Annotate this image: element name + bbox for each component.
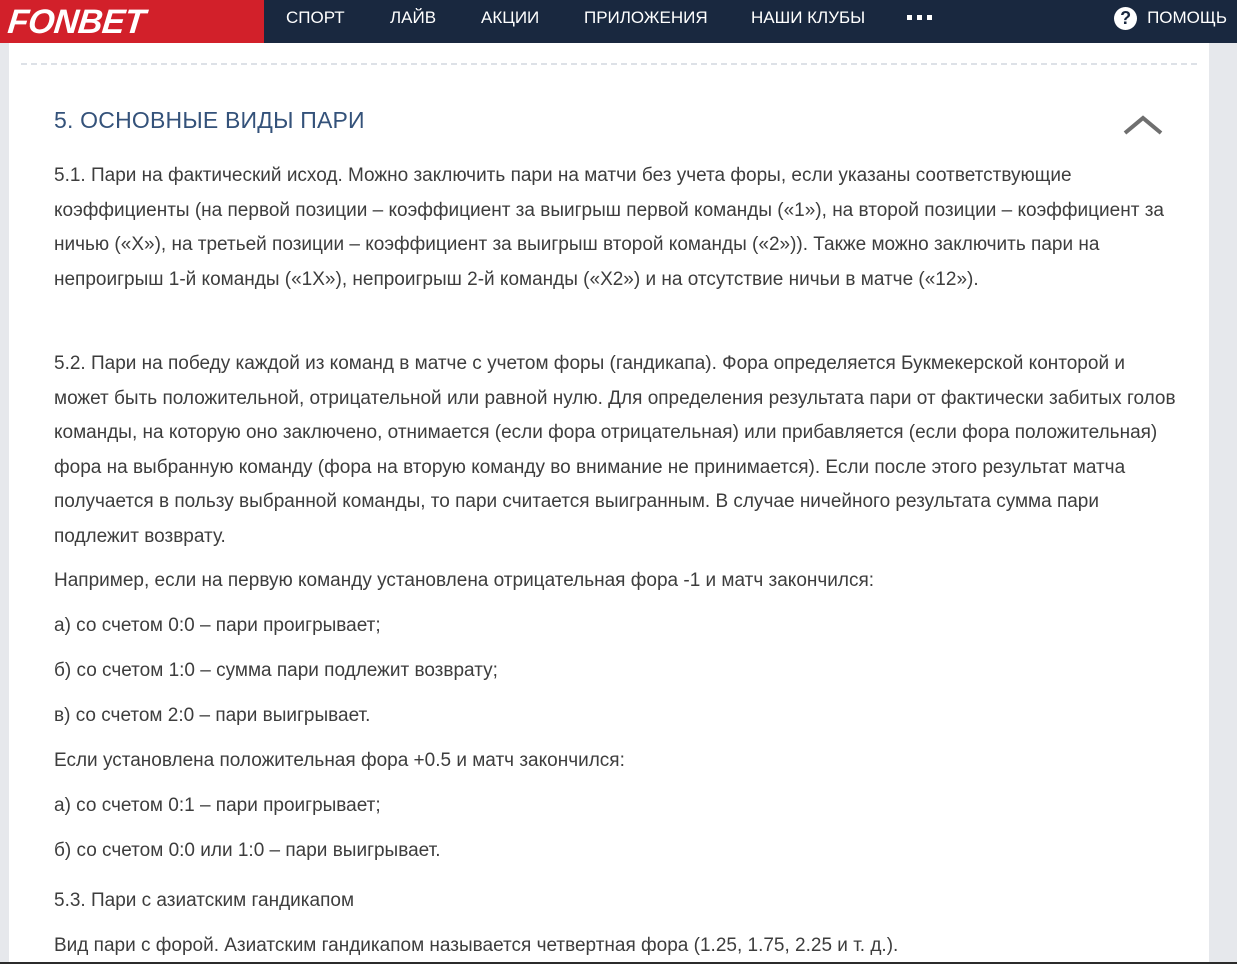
list-item: а) со счетом 0:1 – пари проигрывает; — [54, 795, 381, 816]
help-button[interactable] — [1114, 0, 1227, 36]
logo[interactable] — [0, 0, 264, 43]
nav-item-clubs[interactable]: НАШИ КЛУБЫ — [751, 8, 866, 27]
example-negative-intro: Например, если на первую команду установлена отрицательная фора -1 и матч закончился: — [54, 570, 875, 591]
top-navigation-bar — [0, 0, 1237, 43]
nav-item-sport[interactable]: СПОРТ — [286, 8, 345, 27]
list-item: в) со счетом 2:0 – пари выигрывает. — [54, 705, 371, 726]
logo-text: FONBET — [6, 2, 147, 41]
paragraph-5-3-text: Вид пари с форой. Азиатским гандикапом называется четвертная фора (1.25, 1.75, 2.25 и т. д.). — [54, 935, 899, 956]
list-item: а) со счетом 0:0 – пари проигрывает; — [54, 615, 381, 636]
example-positive-intro: Если установлена положительная фора +0.5 и матч закончился: — [54, 750, 625, 771]
paragraph-5-2: 5.2. Пари на победу каждой из команд в матче с учетом форы (гандикапа). Фора определяется Букмекерской конторой и может быть положительной, отрицательной или равной нулю. Для определения результата пари от фактически забитых голов команды, на которую оно заключено, отнимается (если фора отрицательная) или прибавляется (если фора положительная) фора на выбранную команду (фора на вторую команду во внимание не принимается). Если после этого результат матча получается в пользу выбранной команды, то пари считается выигранным. В случае ничейного результата сумма пари подлежит возврату. — [54, 353, 1176, 547]
nav-item-promotions[interactable]: АКЦИИ — [481, 8, 540, 27]
nav-item-apps[interactable]: ПРИЛОЖЕНИЯ — [584, 8, 708, 27]
paragraph-5-1: 5.1. Пари на фактический исход. Можно заключить пари на матчи без учета форы, если указаны соответствующие коэффициенты (на первой позиции – коэффициент за выигрыш первой команды («1»), на второй позиции – коэффициент за ничью («Х»), на третьей позиции – коэффициент за выигрыш второй команды («2»)). Также можно заключить пари на непроигрыш 1-й команды («1Х»), непроигрыш 2-й команды («Х2») и на отсутствие ничьи в матче («12»). — [54, 165, 1164, 290]
paragraph-5-3-title: 5.3. Пари с азиатским гандикапом — [54, 890, 355, 911]
help-label: ПОМОЩЬ — [1147, 8, 1227, 27]
nav-item-live[interactable]: ЛАЙВ — [390, 8, 437, 27]
rules-content-panel — [9, 43, 1209, 964]
list-item: б) со счетом 1:0 – сумма пари подлежит возврату; — [54, 660, 498, 681]
question-circle-icon: ? — [1114, 7, 1137, 30]
section-title[interactable]: 5. ОСНОВНЫЕ ВИДЫ ПАРИ — [54, 107, 365, 133]
more-dots-icon[interactable] — [907, 15, 937, 21]
divider — [21, 63, 1197, 65]
chevron-up-icon[interactable] — [1121, 113, 1165, 137]
list-item: б) со счетом 0:0 или 1:0 – пари выигрывает. — [54, 840, 441, 861]
